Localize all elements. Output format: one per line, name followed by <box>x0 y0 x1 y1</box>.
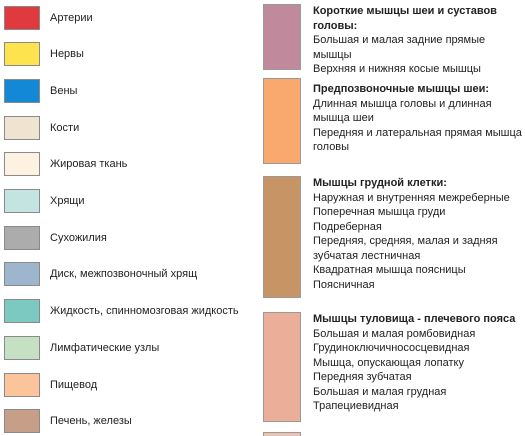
group-title: Мышцы туловища - плечевого пояса <box>313 313 516 325</box>
group-line: Верхняя и нижняя косые мышцы <box>313 63 481 75</box>
group-title: Мышцы грудной клетки: <box>313 177 447 189</box>
group-line: Передняя, средняя, малая и задняя зубчатая лестничная <box>313 235 498 262</box>
legend-item-disc <box>0 262 260 288</box>
legend-item-esophagus <box>0 373 260 399</box>
legend-label: Жировая ткань <box>50 158 128 170</box>
legend-label: Хрящи <box>50 195 85 207</box>
group-line: Поперечная мышца груди <box>313 206 446 218</box>
group-line: Поясничная <box>313 278 375 291</box>
legend-item-bones <box>0 116 260 142</box>
swatch-veins <box>4 79 40 103</box>
group-text <box>313 4 523 77</box>
legend-label: Вены <box>50 85 78 97</box>
legend-label: Жидкость, спинномозговая жидкость <box>50 305 239 317</box>
swatch-lymph-nodes <box>4 336 40 360</box>
legend-label: Кости <box>50 122 80 134</box>
swatch-fat <box>4 152 40 176</box>
legend-label: Нервы <box>50 48 84 60</box>
group-title: Предпозвоночные мышцы шеи: <box>313 83 490 95</box>
group-line: Большая и малая задние прямые мышцы <box>313 34 486 61</box>
group-line: Передняя зубчатая <box>313 371 412 383</box>
muscle-group-trunk-shoulder <box>263 312 525 422</box>
group-text <box>313 82 523 155</box>
group-line: Длинная мышца головы и длинная мышца шеи <box>313 97 492 124</box>
muscle-group-prevertebral <box>263 78 525 164</box>
group-line: Передняя и латеральная прямая мышца головы <box>313 126 522 153</box>
color-bar-prevertebral <box>263 78 301 164</box>
color-bar-short-neck <box>263 4 301 70</box>
swatch-arteries <box>4 6 40 30</box>
group-line: Большая и малая ромбовидная <box>313 327 476 340</box>
muscle-group-short-neck <box>263 4 525 75</box>
group-line: Квадратная мышца поясницы <box>313 264 466 276</box>
color-bar-thorax <box>263 176 301 298</box>
tissue-legend <box>0 0 260 436</box>
legend-item-lymph-nodes <box>0 336 260 362</box>
legend-item-nerves <box>0 42 260 68</box>
legend-item-liver <box>0 409 260 435</box>
group-line: Наружная и внутренняя межреберные <box>313 191 510 204</box>
legend-label: Артерии <box>50 12 93 24</box>
swatch-esophagus <box>4 373 40 397</box>
group-line: Большая и малая грудная <box>313 385 447 398</box>
swatch-cartilage <box>4 189 40 213</box>
legend-item-tendons <box>0 226 260 252</box>
group-title: Короткие мышцы шеи и суставов головы: <box>313 5 497 32</box>
legend-label: Печень, железы <box>50 415 132 427</box>
group-line: Трапециевидная <box>313 400 399 412</box>
swatch-nerves <box>4 42 40 66</box>
swatch-bones <box>4 116 40 140</box>
group-text <box>313 176 523 292</box>
group-line: Подреберная <box>313 220 382 233</box>
swatch-disc <box>4 262 40 286</box>
swatch-tendons <box>4 226 40 250</box>
legend-label: Сухожилия <box>50 232 107 244</box>
color-bar-trunk-shoulder <box>263 312 301 422</box>
color-bar-next-group <box>263 432 301 436</box>
legend-item-veins <box>0 79 260 105</box>
legend-item-arteries <box>0 6 260 32</box>
muscle-group-thorax <box>263 176 525 298</box>
group-text <box>313 312 523 414</box>
legend-label: Пищевод <box>50 379 98 391</box>
legend-item-fat <box>0 152 260 178</box>
legend-item-cartilage <box>0 189 260 215</box>
group-line: Мышца, опускающая лопатку <box>313 356 464 369</box>
legend-label: Диск, межпозвоночный хрящ <box>50 268 198 280</box>
legend-item-fluid <box>0 299 260 325</box>
group-line: Грудиноключичнососцевидная <box>313 342 470 354</box>
legend-label: Лимфатические узлы <box>50 342 160 354</box>
swatch-liver <box>4 409 40 433</box>
swatch-fluid <box>4 299 40 323</box>
